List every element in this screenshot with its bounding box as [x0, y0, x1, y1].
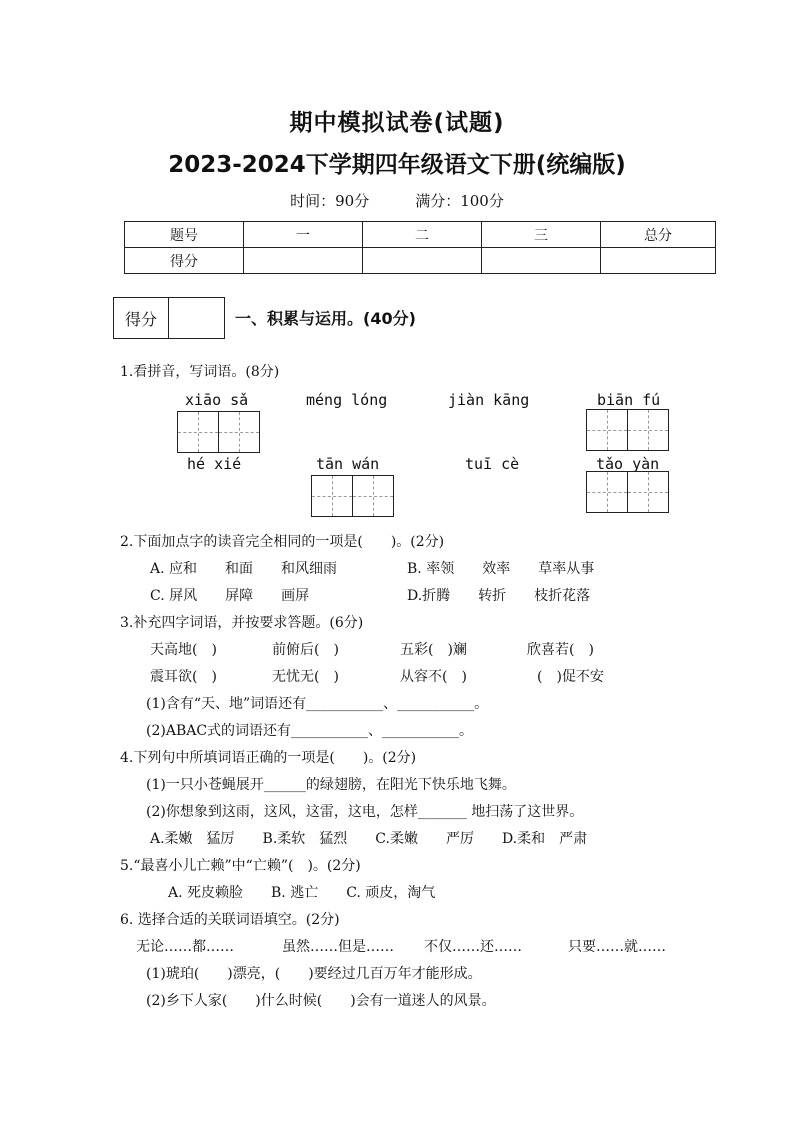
q2-stem: 2.下面加点字的读音完全相同的一项是( )。(2分)	[120, 534, 445, 550]
q4-sub-2: (2)你想象到这雨，这风，这雷，这电，怎样_______ 地扫荡了这世界。	[146, 804, 584, 820]
pinyin-5: hé xié	[187, 455, 242, 473]
q6-sub-2: (2)乡下人家( )什么时候( )会有一道迷人的风景。	[146, 993, 496, 1009]
q3-idiom: 欣喜若( )	[527, 642, 594, 658]
pinyin-8: tǎo yàn	[596, 455, 660, 473]
score-blank-3[interactable]	[482, 248, 601, 274]
score-table-cell: 题号	[125, 222, 244, 248]
exam-title: 期中模拟试卷(试题)	[289, 110, 505, 136]
section1-heading: 一、积累与运用。(40分)	[235, 309, 416, 328]
section1-score-label: 得分	[114, 298, 169, 338]
pinyin-6: tān wán	[316, 455, 380, 473]
writing-grid-1[interactable]	[177, 411, 260, 453]
q2-option-d: D.折腾 转折 枝折花落	[407, 588, 591, 604]
q4-sub-1: (1)一只小苍蝇展开______的绿翅膀，在阳光下快乐地飞舞。	[146, 777, 516, 793]
pinyin-3: jiàn kāng	[448, 391, 530, 409]
section1-score-blank[interactable]	[169, 298, 224, 338]
score-table-cell: 二	[363, 222, 482, 248]
q6-sub-1: (1)琥珀( )漂亮，( )要经过几百万年才能形成。	[146, 966, 482, 982]
score-table-cell: 一	[244, 222, 363, 248]
score-blank-1[interactable]	[244, 248, 363, 274]
pinyin-4: biān fú	[597, 391, 661, 409]
q3-idiom: ( )促不安	[537, 669, 604, 685]
q3-idiom: 震耳欲( )	[150, 669, 217, 685]
q3-idiom: 从容不( )	[400, 669, 467, 685]
q3-idiom: 五彩( )斓	[400, 642, 467, 658]
q4-options: A.柔嫩 猛厉 B.柔软 猛烈 C.柔嫩 严厉 D.柔和 严肃	[150, 831, 588, 847]
pinyin-2: méng lóng	[306, 391, 388, 409]
q3-idiom: 前俯后( )	[272, 642, 339, 658]
q4-stem: 4.下列句中所填词语正确的一项是( )。(2分)	[120, 750, 417, 766]
q1-stem: 1.看拼音，写词语。(8分)	[120, 364, 280, 380]
q2-option-a: A. 应和 和面 和风细雨	[150, 561, 338, 577]
q3-stem: 3.补充四字词语，并按要求答题。(6分)	[120, 615, 364, 631]
score-table-score-row	[125, 248, 716, 274]
score-blank-total[interactable]	[601, 248, 716, 274]
writing-grid-4[interactable]	[586, 409, 669, 451]
q2-option-c: C. 屏风 屏障 画屏	[150, 588, 310, 604]
score-table-cell: 总分	[601, 222, 716, 248]
q5-stem: 5.“最喜小儿亡赖”中“亡赖”( )。(2分)	[120, 858, 361, 874]
q3-sub-1: (1)含有“天、地”词语还有___________、___________。	[146, 696, 489, 712]
score-table-cell: 得分	[125, 248, 244, 274]
exam-time-score	[0, 190, 794, 211]
q5-options: A. 死皮赖脸 B. 逃亡 C. 顽皮，淘气	[168, 885, 436, 901]
exam-time: 时间：90分	[290, 192, 370, 210]
writing-grid-6[interactable]	[311, 475, 394, 517]
writing-grid-8[interactable]	[586, 471, 669, 513]
q6-word: 只要……就……	[568, 939, 666, 955]
q6-word: 虽然……但是……	[282, 939, 394, 955]
exam-subtitle: 2023-2024下学期四年级语文下册(统编版)	[168, 152, 626, 178]
q6-stem: 6. 选择合适的关联词语填空。(2分)	[120, 912, 340, 928]
score-table-header-row	[125, 222, 716, 248]
score-blank-2[interactable]	[363, 248, 482, 274]
q3-idiom: 无忧无( )	[272, 669, 339, 685]
section1-score-box	[113, 297, 225, 339]
score-table	[124, 221, 716, 274]
q3-sub-2: (2)ABAC式的词语还有___________、___________。	[146, 723, 474, 739]
score-table-cell: 三	[482, 222, 601, 248]
pinyin-1: xiāo sǎ	[185, 391, 249, 409]
q2-option-b: B. 率领 效率 草率从事	[407, 561, 595, 577]
q6-word: 不仅……还……	[424, 939, 522, 955]
pinyin-7: tuī cè	[465, 455, 520, 473]
q6-word: 无论……都……	[136, 939, 234, 955]
q3-idiom: 天高地( )	[150, 642, 217, 658]
exam-full-score: 满分：100分	[415, 192, 504, 210]
